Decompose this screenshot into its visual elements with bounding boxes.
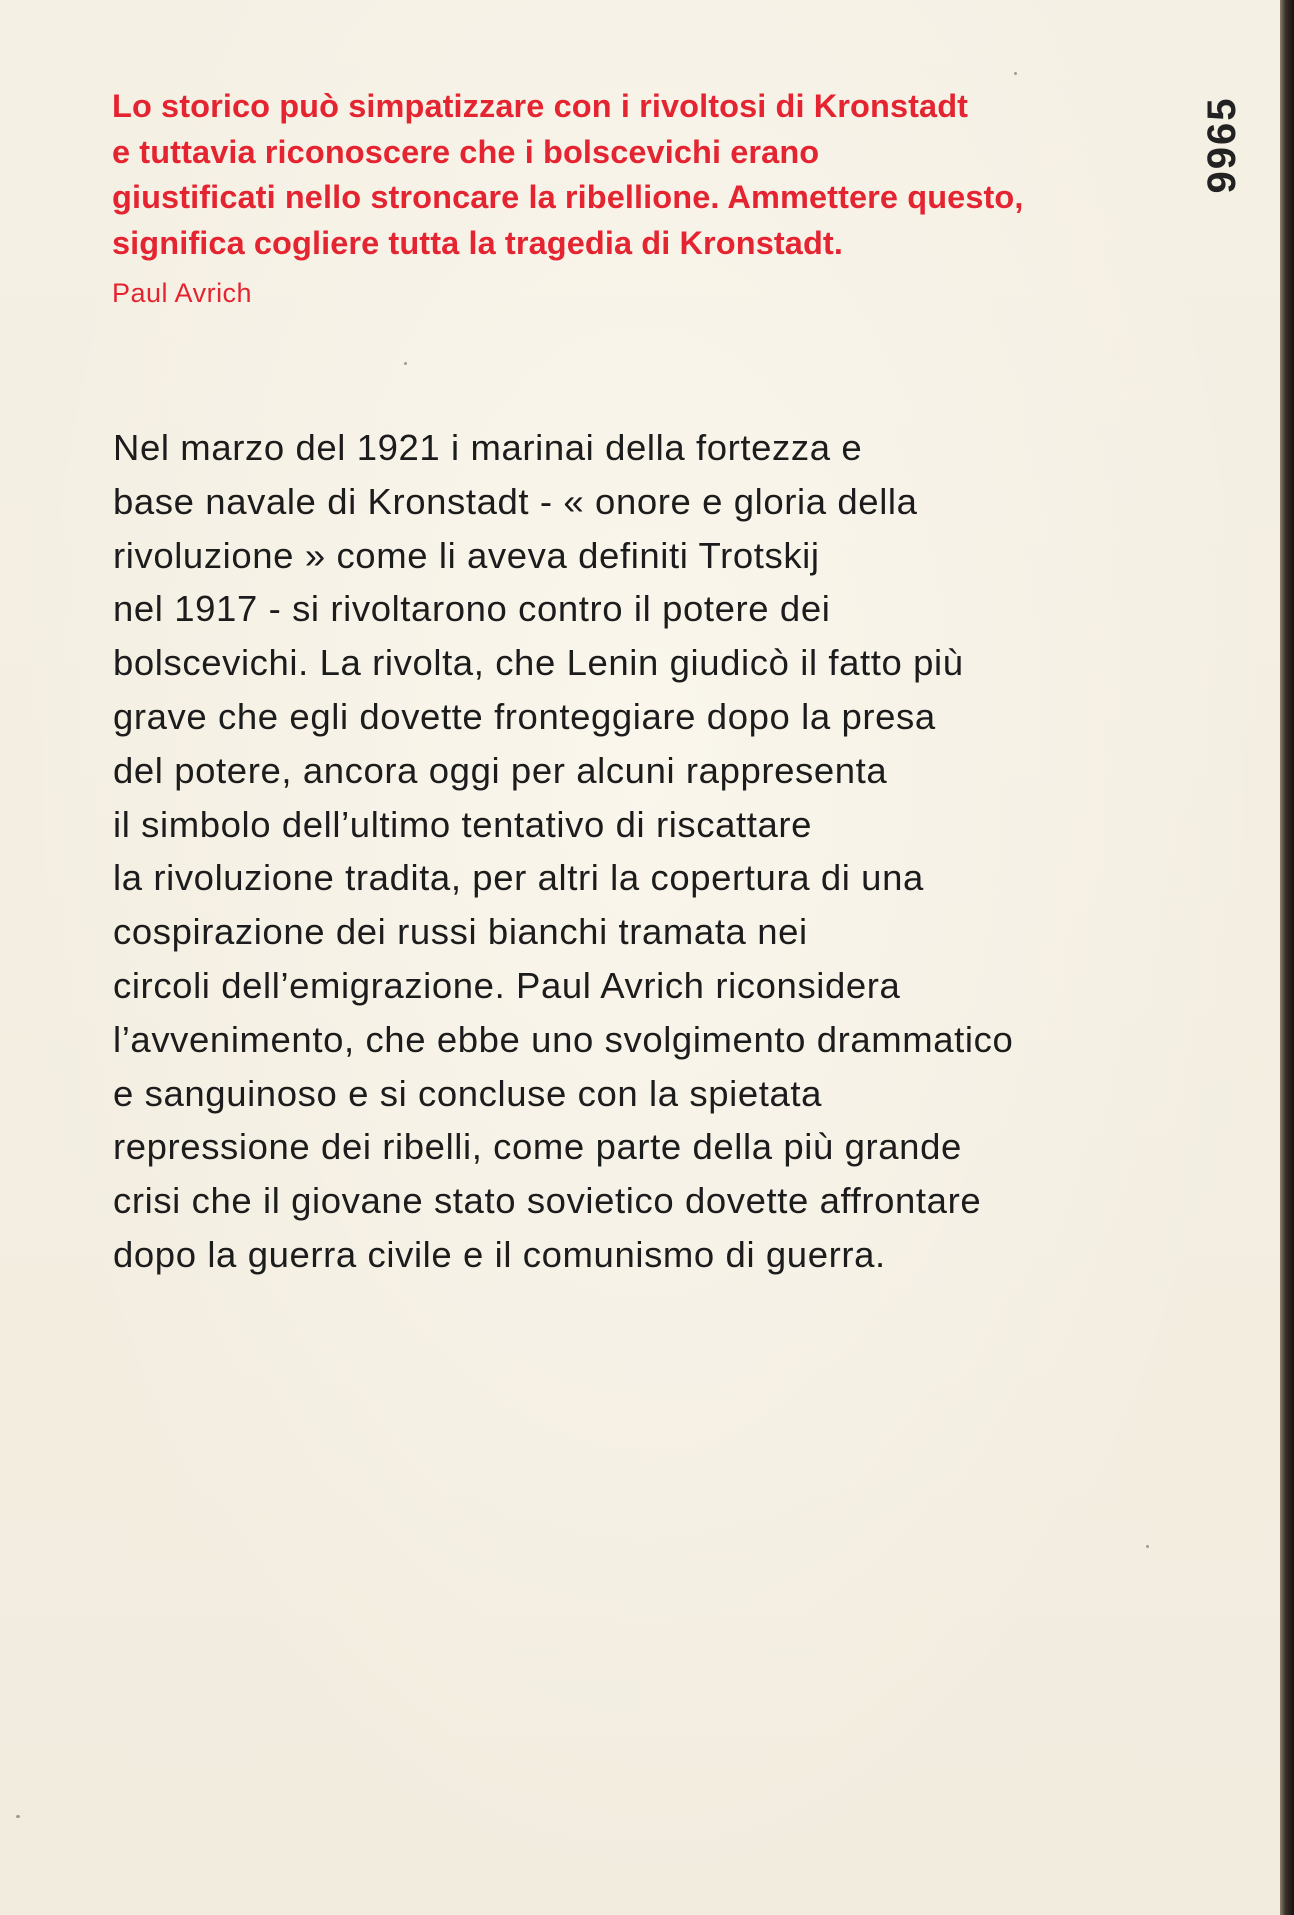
description-line: e sanguinoso e si concluse con la spietata: [113, 1072, 823, 1114]
description-line: rivoluzione » come li aveva definiti Trotskij: [113, 534, 820, 576]
description-line: cospirazione dei russi bianchi tramata nei: [113, 911, 808, 953]
paper-speck: [1146, 1545, 1149, 1548]
description-line: bolscevichi. La rivolta, che Lenin giudicò il fatto più: [113, 642, 964, 684]
paper-speck: [16, 1815, 20, 1818]
description-line: l’avvenimento, che ebbe uno svolgimento drammatico: [113, 1018, 1014, 1060]
quote-line: Lo storico può simpatizzare con i rivoltosi di Kronstadt: [112, 88, 969, 124]
description-line: base navale di Kronstadt - « onore e gloria della: [113, 480, 918, 522]
description-line: crisi che il giovane stato sovietico dovette affrontare: [113, 1180, 982, 1222]
description-line: Nel marzo del 1921 i marinai della fortezza e: [113, 427, 863, 468]
quote-author: Paul Avrich: [112, 278, 253, 308]
description-line: il simbolo dell’ultimo tentativo di riscattare: [113, 803, 813, 845]
cover-edge: [1280, 0, 1294, 1915]
quote-line: giustificati nello stroncare la ribellione. Ammettere questo,: [112, 179, 1024, 215]
book-description: [113, 421, 1233, 1282]
paper-speck: [404, 362, 407, 365]
description-line: del potere, ancora oggi per alcuni rappresenta: [113, 749, 888, 791]
spine-code: 9965: [1200, 96, 1244, 194]
cover-quote: [112, 84, 1192, 266]
description-line: repressione dei ribelli, come parte della più grande: [113, 1126, 962, 1168]
description-line: grave che egli dovette fronteggiare dopo la presa: [113, 695, 936, 737]
description-line: dopo la guerra civile e il comunismo di guerra.: [113, 1233, 886, 1275]
description-line: circoli dell’emigrazione. Paul Avrich riconsidera: [113, 964, 901, 1006]
description-line: la rivoluzione tradita, per altri la copertura di una: [113, 857, 924, 899]
paper-speck: [1014, 72, 1017, 75]
description-line: nel 1917 - si rivoltarono contro il potere dei: [113, 588, 831, 630]
quote-line: e tuttavia riconoscere che i bolscevichi erano: [112, 133, 820, 170]
quote-line: significa cogliere tutta la tragedia di Kronstadt.: [112, 224, 843, 261]
